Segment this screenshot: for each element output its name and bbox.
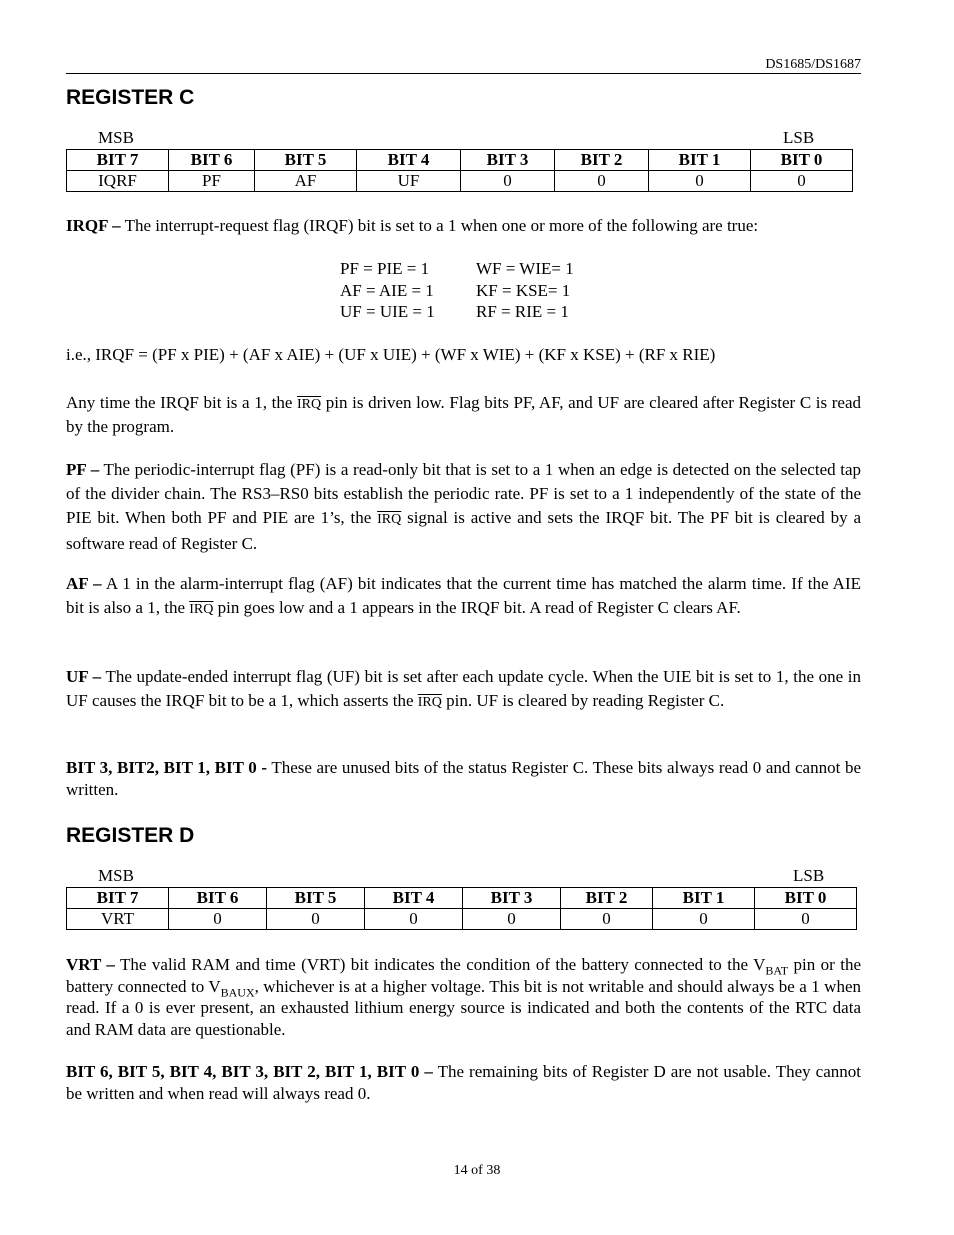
page-number: 14 of 38 xyxy=(453,1163,501,1178)
uf-paragraph xyxy=(66,665,861,715)
bit-header: BIT 0 xyxy=(755,888,857,909)
bit-value: 0 xyxy=(365,909,463,930)
uf-text: The update-ended interrupt flag (UF) bit is set after each update cycle. When the UIE bit is set to 1, the one in UF causes the IRQF bit to be a 1, which asserts the xyxy=(66,667,861,710)
af-text: pin goes low and a 1 appears in the IRQF bit. A read of Register C clears AF. xyxy=(213,598,741,617)
irqf-term: IRQF – xyxy=(66,216,121,235)
bit-value: PF xyxy=(169,171,255,192)
bit-header: BIT 1 xyxy=(653,888,755,909)
condition: AF = AIE = 1 xyxy=(340,280,434,300)
condition: WF = WIE= 1 xyxy=(476,259,574,278)
irq-pin-label: $\overline{IRQ}$ xyxy=(297,397,322,412)
af-paragraph xyxy=(66,572,861,622)
bit-value: 0 xyxy=(169,909,267,930)
msb-label: MSB xyxy=(98,866,134,885)
bit-header: BIT 3 xyxy=(463,888,561,909)
condition: RF = RIE = 1 xyxy=(476,302,569,321)
unused-bits-c-paragraph xyxy=(66,757,861,801)
bit-value: 0 xyxy=(653,909,755,930)
vrt-text: The valid RAM and time (VRT) bit indicates the condition of the battery connected to the V xyxy=(114,955,766,974)
condition: PF = PIE = 1 xyxy=(340,259,430,278)
register-c-value-row xyxy=(67,171,853,192)
header-rule xyxy=(66,73,861,74)
irq-pin-label: $\overline{IRQ}$ xyxy=(377,512,402,527)
vrt-term: VRT – xyxy=(66,955,115,974)
document-id: DS1685/DS1687 xyxy=(765,57,861,72)
irqf-note-text: pin is driven low. Flag bits PF, AF, and UF are cleared after Register C is read by the program. xyxy=(66,393,862,436)
register-d-heading: REGISTER D xyxy=(66,824,195,847)
register-c-msb-lsb xyxy=(66,128,861,148)
bit-value: 0 xyxy=(561,909,653,930)
irqf-paragraph xyxy=(66,215,861,237)
unused-bits-c-text: These are unused bits of the status Register C. These bits always read 0 and cannot be written. xyxy=(66,758,861,799)
register-c-bit-row xyxy=(67,150,853,171)
bit-header: BIT 3 xyxy=(461,150,555,171)
irqf-note xyxy=(66,392,861,438)
bit-header: BIT 7 xyxy=(67,150,169,171)
bit-value: 0 xyxy=(755,909,857,930)
vbaux-subscript: BAUX xyxy=(220,984,255,999)
unused-bits-c-term: BIT 3, BIT2, BIT 1, BIT 0 - xyxy=(66,758,268,777)
irqf-conditions xyxy=(340,258,574,323)
af-text: A 1 in the alarm-interrupt flag (AF) bit indicates that the current time has matched the alarm time. If the AIE bit is also a 1, the xyxy=(66,574,862,617)
bit-value: 0 xyxy=(461,171,555,192)
vrt-text: , whichever is at a higher voltage. This bit is not writable and should always be a 1 when read. If a 0 is ever present, an exhausted lithium energy source is indicated and both the contents of the RTC data and RAM data are questionable. xyxy=(66,976,862,1039)
condition: UF = UIE = 1 xyxy=(340,302,435,321)
register-c-heading: REGISTER C xyxy=(66,86,195,109)
bit-header: BIT 6 xyxy=(169,150,255,171)
irqf-formula: i.e., IRQF = (PF x PIE) + (AF x AIE) + (UF x UIE) + (WF x WIE) + (KF x KSE) + (RF x RIE) xyxy=(66,345,716,364)
bit-header: BIT 0 xyxy=(751,150,853,171)
bit-header: BIT 1 xyxy=(649,150,751,171)
msb-label: MSB xyxy=(98,128,134,147)
register-d-value-row xyxy=(67,909,857,930)
irqf-note-text: Any time the IRQF bit is a 1, the xyxy=(66,393,297,412)
bit-value: UF xyxy=(357,171,461,192)
bit-header: BIT 2 xyxy=(555,150,649,171)
bit-header: BIT 6 xyxy=(169,888,267,909)
bit-header: BIT 4 xyxy=(357,150,461,171)
register-d-table xyxy=(66,887,857,930)
pf-text: The periodic-interrupt flag (PF) is a read-only bit that is set to a 1 when an edge is detected on the selected tap of the divider chain. The RS3–RS0 bits establish the periodic rate. PF is set to a 1 independently of the state of the PIE bit. When both PF and PIE are 1’s, the xyxy=(66,460,861,527)
bit-header: BIT 4 xyxy=(365,888,463,909)
irq-pin-label: $\overline{IRQ}$ xyxy=(417,695,442,710)
lsb-label: LSB xyxy=(783,128,815,147)
bit-header: BIT 5 xyxy=(267,888,365,909)
unused-bits-d-term: BIT 6, BIT 5, BIT 4, BIT 3, BIT 2, BIT 1, BIT 0 – xyxy=(66,1062,433,1081)
bit-header: BIT 2 xyxy=(561,888,653,909)
bit-value: 0 xyxy=(267,909,365,930)
bit-value: 0 xyxy=(463,909,561,930)
bit-header: BIT 7 xyxy=(67,888,169,909)
bit-value: 0 xyxy=(555,171,649,192)
vbat-subscript: BAT xyxy=(765,963,789,978)
vrt-text: pin or the battery connected to V xyxy=(66,955,861,996)
irqf-text: The interrupt-request flag (IRQF) bit is set to a 1 when one or more of the following are true: xyxy=(120,216,759,235)
bit-value: VRT xyxy=(67,909,169,930)
pf-text: signal is active and sets the IRQF bit. The PF bit is cleared by a software read of Register C. xyxy=(66,508,861,553)
bit-value: AF xyxy=(255,171,357,192)
unused-bits-d-text: The remaining bits of Register D are not usable. They cannot be written and when read will always read 0. xyxy=(66,1062,861,1103)
unused-bits-d-paragraph xyxy=(66,1061,861,1105)
af-term: AF – xyxy=(66,574,102,593)
register-c-table xyxy=(66,149,853,192)
condition: KF = KSE= 1 xyxy=(476,280,571,300)
register-d-bit-row xyxy=(67,888,857,909)
pf-paragraph xyxy=(66,458,861,556)
bit-header: BIT 5 xyxy=(255,150,357,171)
bit-value: 0 xyxy=(751,171,853,192)
vrt-paragraph xyxy=(66,954,861,1040)
bit-value: IQRF xyxy=(67,171,169,192)
register-d-msb-lsb xyxy=(66,866,861,886)
uf-text: pin. UF is cleared by reading Register C. xyxy=(441,691,725,710)
uf-term: UF – xyxy=(66,667,102,686)
lsb-label: LSB xyxy=(793,866,825,885)
bit-value: 0 xyxy=(649,171,751,192)
irq-pin-label: $\overline{IRQ}$ xyxy=(189,602,214,617)
pf-term: PF – xyxy=(66,460,100,479)
